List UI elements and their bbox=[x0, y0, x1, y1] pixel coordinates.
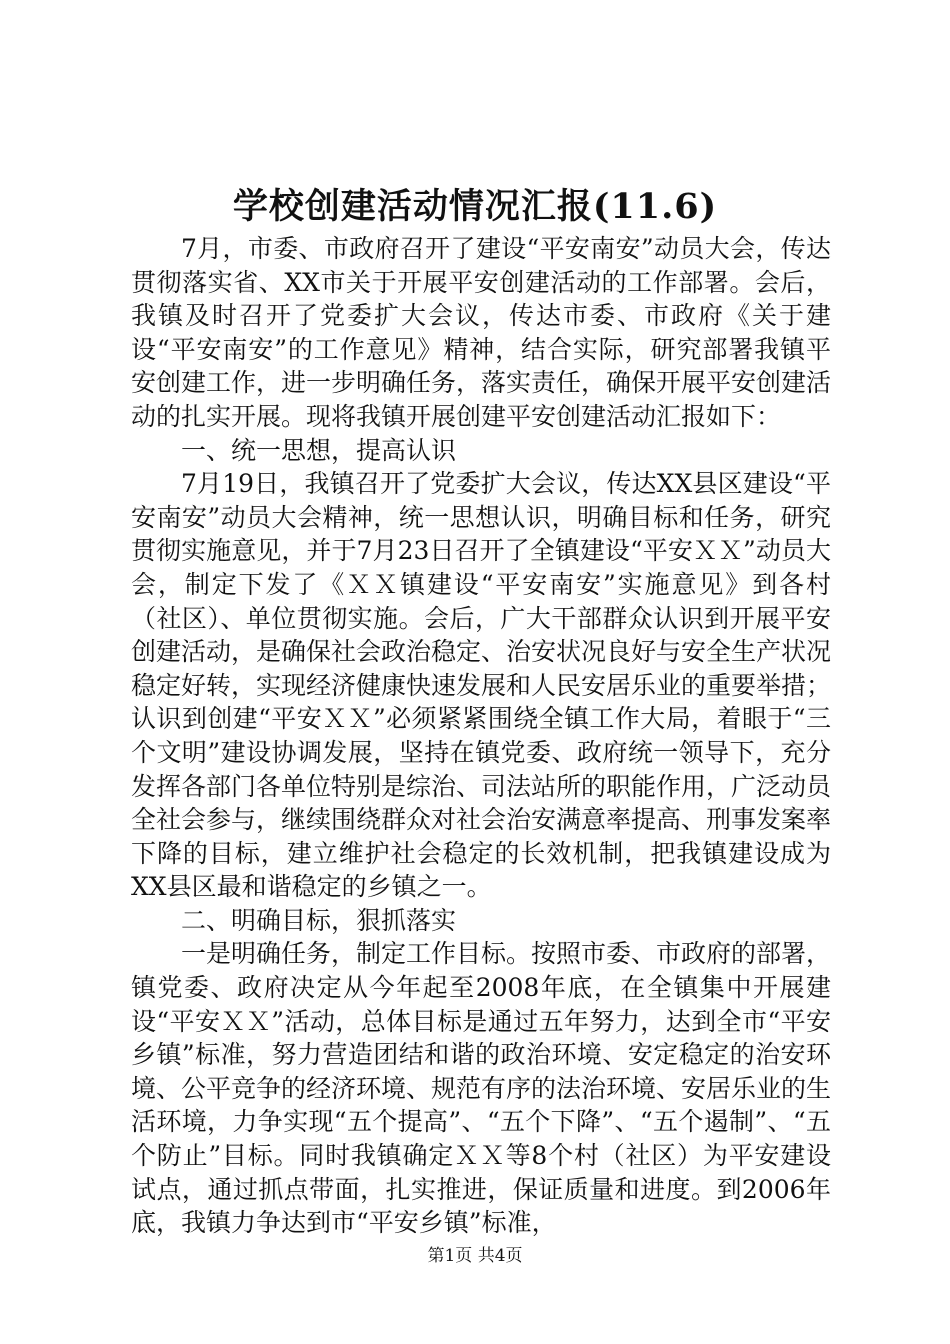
section-heading-2: 二、明确目标，狠抓落实 bbox=[181, 905, 457, 935]
paragraph-section-2: 一是明确任务，制定工作目标。按照市委、市政府的部署，镇党委、政府决定从今年起至2008年底，在全镇集中开展建设“平安ＸＸ”活动，总体目标是通过五年努力，达到全市“平安乡镇”标准，努力营造团结和谐的政治环境、安定稳定的治安环境、公平竞争的经济环境、规范有序的法治环境、安居乐业的生活环境，力争实现“五个提高”、“五个下降”、“五个遏制”、“五个防止”目标。同时我镇确定ＸＸ等8个村（社区）为平安建设试点，通过抓点带面，扎实推进，保证质量和进度。到2006年底，我镇力争达到市“平安乡镇”标准， bbox=[131, 939, 832, 1238]
document-body bbox=[131, 232, 831, 1240]
section-heading-1: 一、统一思想，提高认识 bbox=[181, 435, 457, 465]
page-footer: 第1页 共4页 bbox=[427, 1246, 523, 1266]
paragraph-section-1: 7月19日，我镇召开了党委扩大会议，传达XX县区建设“平安南安”动员大会精神，统一思想认识，明确目标和任务，研究贯彻实施意见，并于7月23日召开了全镇建设“平安ＸＸ”动员大会，制定下发了《ＸＸ镇建设“平安南安”实施意见》到各村（社区）、单位贯彻实施。会后，广大干部群众认识到开展平安创建活动，是确保社会政治稳定、治安状况良好与安全生产状况稳定好转，实现经济健康快速发展和人民安居乐业的重要举措；认识到创建“平安ＸＸ”必须紧紧围绕全镇工作大局，着眼于“三个文明”建设协调发展，坚持在镇党委、政府统一领导下，充分发挥各部门各单位特别是综治、司法站所的职能作用，广泛动员全社会参与，继续围绕群众对社会治安满意率提高、刑事发案率下降的目标，建立维护社会稳定的长效机制，把我镇建设成为XX县区最和谐稳定的乡镇之一。 bbox=[131, 469, 832, 902]
document-title: 学校创建活动情况汇报(11.6) bbox=[232, 186, 718, 227]
paragraph-intro: 7月，市委、市政府召开了建设“平安南安”动员大会，传达贯彻落实省、XX市关于开展平安创建活动的工作部署。会后，我镇及时召开了党委扩大会议，传达市委、市政府《关于建设“平安南安”的工作意见》精神，结合实际，研究部署我镇平安创建工作，进一步明确任务，落实责任，确保开展平安创建活动的扎实开展。现将我镇开展创建平安创建活动汇报如下： bbox=[131, 234, 832, 431]
